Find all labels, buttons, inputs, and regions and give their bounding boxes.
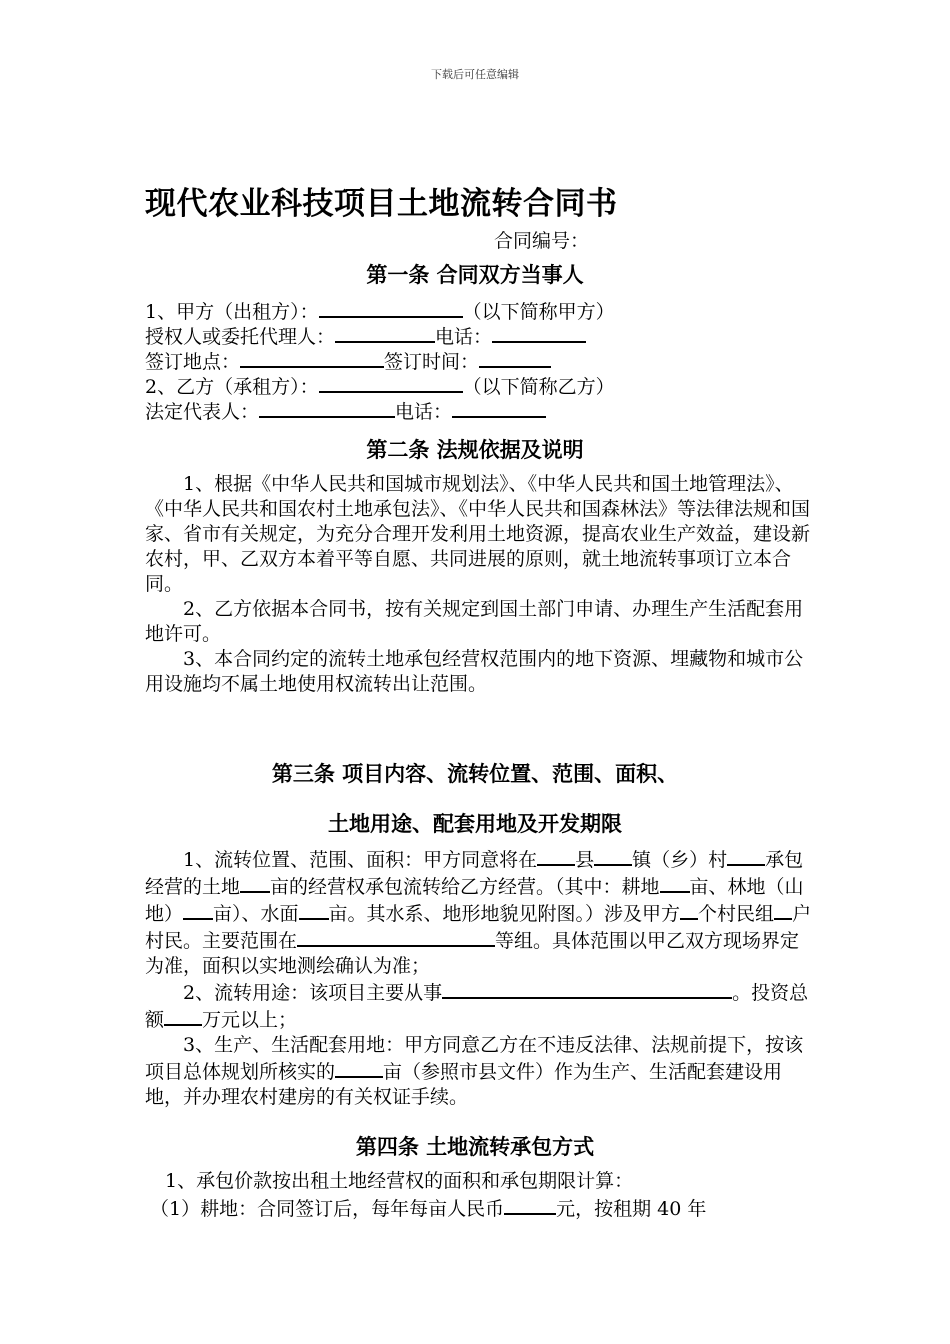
- section3-paragraph-3: [145, 1033, 815, 1110]
- sign-time-label: 签订时间：: [384, 351, 480, 373]
- section3-paragraph-1: [145, 846, 815, 979]
- text-segment: 镇（乡）村: [632, 849, 728, 871]
- section3-heading-line2: 土地用途、配套用地及开发期限: [328, 812, 622, 836]
- section2-paragraph-2: 2、乙方依据本合同书，按有关规定到国土部门申请、办理生产生活配套用地许可。: [145, 598, 804, 645]
- party-b-blank: [319, 373, 463, 393]
- text-segment: 县: [575, 849, 595, 871]
- authorized-line: [145, 323, 586, 349]
- sign-line: [145, 348, 551, 374]
- text-segment: 亩。其水系、地形地貌见附图。）涉及甲方: [328, 903, 681, 925]
- text-segment: 承包经营的土地: [145, 849, 804, 898]
- text-segment: 亩（参照市县文件）作为生产、生活配套建设用地，并办理农村建房的有关权证手续。: [145, 1061, 783, 1108]
- text-segment: （1）耕地：合同签订后，每年每亩人民币: [150, 1198, 505, 1220]
- legal-rep-line: [145, 398, 546, 424]
- usage-blank: [442, 979, 572, 999]
- party-a-label: 1、甲方（出租方）：: [145, 301, 319, 323]
- text-segment: 元，按租期 40 年: [556, 1198, 707, 1220]
- text-segment: 等组。具体范围以甲乙双方现场界定为准，面积以实地测绘确认为准；: [145, 930, 800, 977]
- party-a-line: [145, 298, 615, 324]
- section3-heading-line1: 第三条 项目内容、流转位置、范围、面积、: [271, 762, 679, 786]
- usage-blank-2: [572, 979, 732, 999]
- section4-heading: 第四条 土地流转承包方式: [355, 1135, 595, 1159]
- village-blank: [727, 846, 765, 866]
- text-segment: 户村民。主要范围在: [145, 903, 812, 952]
- investment-blank: [164, 1006, 202, 1026]
- text-segment: 。投资总额: [145, 982, 809, 1031]
- groups-blank: [680, 900, 698, 920]
- text-segment: 万元以上；: [202, 1009, 298, 1031]
- text-segment: 个村民组: [698, 903, 775, 925]
- party-a-suffix: （以下简称甲方）: [462, 301, 615, 323]
- text-segment: 亩）、水面: [213, 903, 299, 925]
- contract-number-label: 合同编号：: [494, 230, 590, 252]
- section1-heading: 第一条 合同双方当事人: [366, 263, 584, 287]
- document-title: 现代农业科技项目土地流转合同书: [145, 186, 618, 222]
- section4-line-2: [150, 1195, 706, 1221]
- section2-heading: 第二条 法规依据及说明: [366, 438, 584, 462]
- text-segment: 亩的经营权承包流转给乙方经营。（其中：耕地: [270, 876, 660, 898]
- section4-line-1: 1、承包价款按出租土地经营权的面积和承包期限计算：: [165, 1170, 634, 1192]
- town-blank: [594, 846, 632, 866]
- legal-rep-blank: [259, 398, 395, 418]
- phone-blank-2: [452, 398, 546, 418]
- supporting-land-blank: [335, 1058, 383, 1078]
- text-segment: 亩、林地（山地）: [145, 876, 804, 925]
- party-b-line: [145, 373, 615, 399]
- section3-paragraph-2: [145, 979, 815, 1033]
- phone-label: 电话：: [435, 326, 493, 348]
- section2-body: [145, 472, 815, 697]
- range-blank: [297, 927, 495, 947]
- water-blank: [299, 900, 329, 920]
- county-blank: [537, 846, 575, 866]
- price-blank: [504, 1195, 556, 1215]
- sign-place-label: 签订地点：: [145, 351, 241, 373]
- phone-blank: [492, 323, 586, 343]
- section2-paragraph-3: 3、本合同约定的流转土地承包经营权范围内的地下资源、埋藏物和城市公用设施均不属土地使用权流转出让范围。: [145, 648, 804, 695]
- phone-label-2: 电话：: [395, 401, 453, 423]
- party-b-suffix: （以下简称乙方）: [462, 376, 615, 398]
- party-a-blank: [319, 298, 463, 318]
- forest-blank: [183, 900, 213, 920]
- sign-time-blank: [479, 348, 551, 368]
- area-blank: [240, 873, 270, 893]
- legal-rep-label: 法定代表人：: [145, 401, 260, 423]
- text-segment: 3、生产、生活配套用地：甲方同意乙方在不违反法律、法规前提下，按该项目总体规划所核实的: [145, 1034, 804, 1083]
- party-b-label: 2、乙方（承租方）：: [145, 376, 319, 398]
- section3-body: [145, 846, 815, 1110]
- farmland-blank: [660, 873, 690, 893]
- sign-place-blank: [240, 348, 384, 368]
- header-note: 下载后可任意编辑: [431, 68, 519, 81]
- households-blank: [774, 900, 792, 920]
- authorized-label: 授权人或委托代理人：: [145, 326, 336, 348]
- authorized-blank: [335, 323, 435, 343]
- section2-paragraph-1: 1、根据《中华人民共和国城市规划法》、《中华人民共和国土地管理法》、《中华人民共和国农村土地承包法》、《中华人民共和国森林法》等法律法规和国家、省市有关规定，为充分合理开发利用土地资源，提高农业生产效益，建设新农村，甲、乙双方本着平等自愿、共同进展的原则，就土地流转事项订立本合同。: [145, 473, 811, 595]
- text-segment: 2、流转用途：该项目主要从事: [183, 982, 443, 1004]
- text-segment: 1、流转位置、范围、面积：甲方同意将在: [183, 849, 538, 871]
